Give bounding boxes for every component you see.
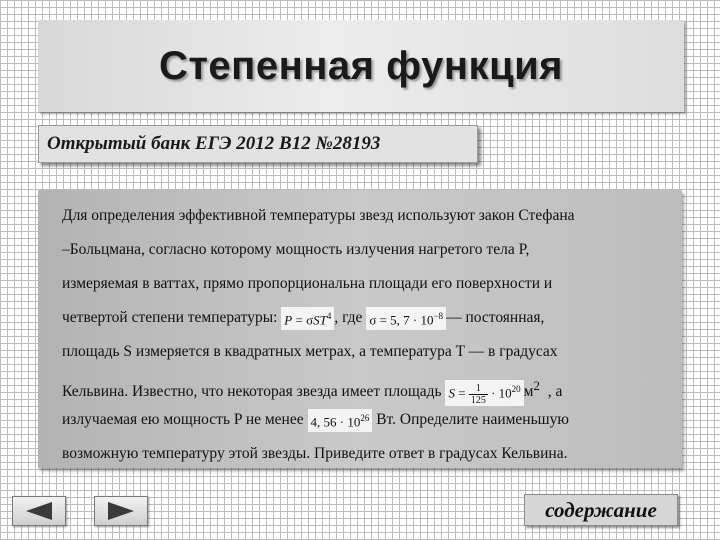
formula-exponent: 4	[326, 311, 332, 322]
formula-exponent: 20	[511, 383, 521, 394]
power-formula	[308, 409, 373, 431]
problem-text: , где	[334, 309, 363, 326]
subtitle-banner	[38, 125, 478, 163]
problem-panel	[38, 190, 682, 468]
arrow-left-icon	[26, 502, 52, 520]
formula-var-s: S	[448, 385, 455, 400]
formula-var-p: P	[284, 312, 293, 328]
formula-base: 4, 56 · 10	[310, 414, 361, 430]
formula-exponent: 26	[360, 413, 370, 424]
problem-line-3: измеряемая в ваттах, прямо пропорциональна площади его поверхности и	[62, 275, 553, 292]
page-title: Степенная функция	[158, 43, 564, 88]
formula-tail: · 10	[487, 385, 512, 400]
problem-text: — постоянная,	[446, 309, 545, 326]
problem-text: четвертой степени температуры:	[62, 309, 278, 326]
contents-button[interactable]	[524, 494, 678, 526]
area-formula	[445, 380, 523, 406]
stefan-boltzmann-formula	[281, 307, 334, 329]
formula-var-st: ST	[313, 312, 327, 328]
fraction-numerator: 1	[469, 383, 488, 395]
unit-exponent: 2	[533, 378, 540, 393]
problem-line-8: возможную температуру этой звезды. Приведите ответ в градусах Кельвина.	[62, 445, 568, 462]
formula-equals: =	[454, 385, 469, 400]
unit-text: м	[523, 383, 534, 401]
problem-line-2: –Больцмана, согласно которому мощность излучения нагретого тела P,	[62, 241, 530, 258]
problem-line-1: Для определения эффективной температуры звезд используют закон Стефана	[62, 207, 575, 224]
problem-line-6	[62, 374, 672, 408]
previous-slide-button[interactable]	[12, 496, 66, 526]
fraction-denominator: 125	[470, 394, 486, 406]
formula-fraction	[469, 383, 488, 406]
problem-text: , а	[547, 383, 563, 401]
title-banner	[38, 20, 684, 112]
problem-line-7	[62, 408, 672, 442]
formula-exponent: −8	[433, 311, 444, 322]
problem-text: Вт. Определите наименьшую	[376, 411, 569, 428]
formula-base: σ = 5, 7 · 10	[369, 312, 434, 328]
contents-label: содержание	[545, 497, 657, 522]
problem-text: излучаемая ею мощность P не менее	[62, 411, 304, 428]
page-subtitle: Открытый банк ЕГЭ 2012 B12 №28193	[47, 133, 381, 154]
next-slide-button[interactable]	[94, 496, 148, 526]
problem-text: Кельвина. Известно, что некоторая звезда имеет площадь	[62, 383, 442, 401]
problem-line-4	[62, 306, 672, 340]
arrow-right-icon	[108, 502, 134, 520]
sigma-constant-formula	[366, 307, 446, 329]
problem-line-5: площадь S измеряется в квадратных метрах, а температура T — в градусах	[62, 343, 558, 360]
formula-equals-sigma: = σ	[292, 312, 314, 328]
